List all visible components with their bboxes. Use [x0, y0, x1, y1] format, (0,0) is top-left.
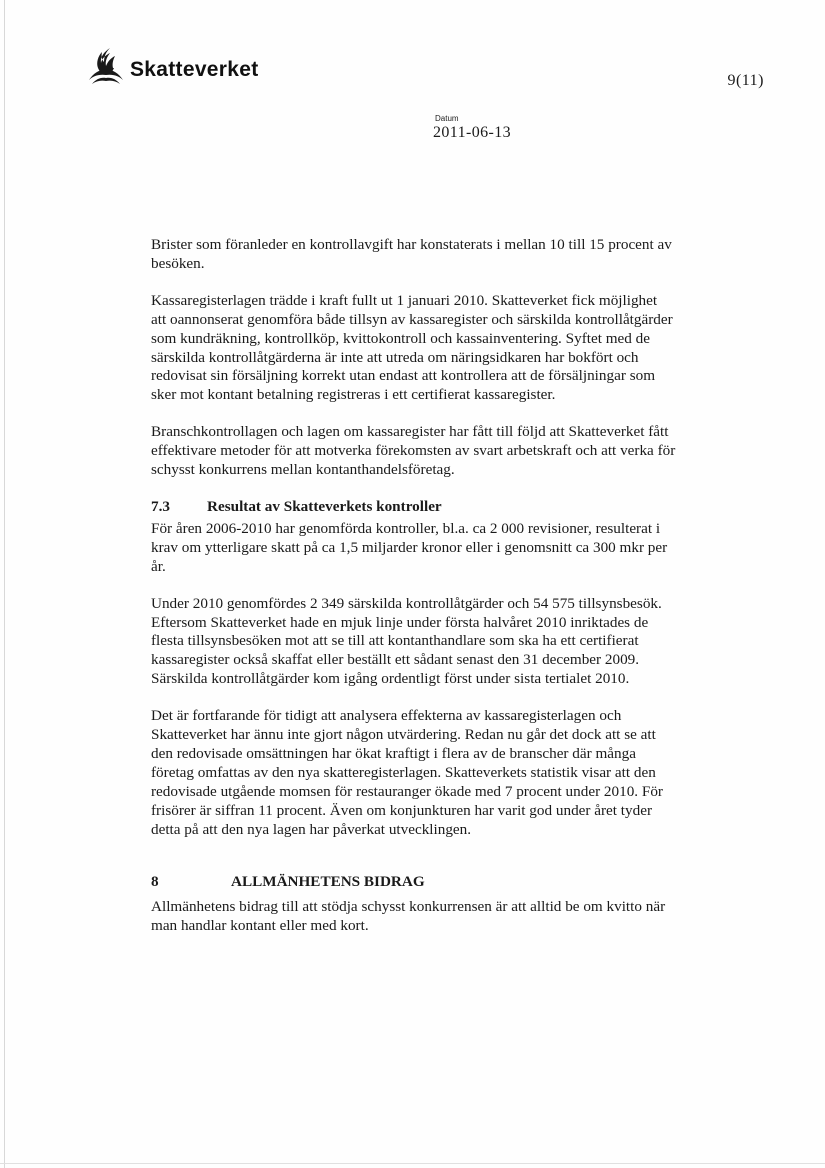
brand-logo	[86, 46, 259, 86]
page-number: 9(11)	[727, 72, 764, 89]
paragraph: Allmänhetens bidrag till att stödja schysst konkurrensen är att alltid be om kvitto när man handlar kontant eller med kort.	[151, 898, 666, 935]
paragraph: För åren 2006-2010 har genomförda kontroller, bl.a. ca 2 000 revisioner, resulterat i krav om ytterligare skatt på ca 1,5 miljarder kronor eller i genomsnitt ca 300 mkr per år.	[151, 519, 668, 575]
date-label: Datum	[435, 114, 459, 123]
section-heading-7-3	[151, 498, 676, 517]
section-heading-8	[151, 873, 676, 892]
section-title: Resultat av Skatteverkets kontroller	[207, 497, 442, 515]
scan-edge-bottom	[0, 1163, 825, 1164]
brand-name: Skatteverket	[130, 58, 259, 81]
skatteverket-crown-logo-icon	[86, 46, 126, 86]
section-title: ALLMÄNHETENS BIDRAG	[231, 873, 425, 891]
paragraph: Branschkontrollagen och lagen om kassaregister har fått till följd att Skatteverket fått effektivare metoder för att motverka förekomsten av svart arbetskraft och att verka för schysst konkurrens mellan kontanthandelsföretag.	[151, 423, 676, 479]
scan-edge-left	[4, 0, 5, 1168]
date-block	[433, 114, 511, 142]
page-header	[86, 46, 806, 90]
section-number: 8	[151, 873, 159, 891]
paragraph: Under 2010 genomfördes 2 349 särskilda kontrollåtgärder och 54 575 tillsynsbesök. Eftersom Skatteverket hade en mjuk linje under första halvåret 2010 inriktades de flesta tillsynsbesöken mot att se till att kontanthandlare som ska ha ett certifierat kassaregister också skaffat eller beställt ett sådant senast den 31 december 2009. Särskilda kontrollåtgärder kom igång ordentligt först under sista tertialet 2010.	[151, 594, 662, 688]
paragraph: Kassaregisterlagen trädde i kraft fullt ut 1 januari 2010. Skatteverket fick möjlighet att oannonserat genomföra både tillsyn av kassaregister och särskilda kontrollåtgärder som kundräkning, kontrollköp, kvittokontroll och kassainventering. Syftet med de särskilda kontrollåtgärderna är inte att utreda om näringsidkaren har bokfört och redovisat sin försäljning korrekt utan endast att kontrollera att de försäljningar som sker mot kontant betalning registreras i ett certifierat kassaregister.	[151, 291, 673, 404]
paragraph: Brister som föranleder en kontrollavgift har konstaterats i mellan 10 till 15 procent av besöken.	[151, 236, 672, 272]
section-number: 7.3	[151, 497, 170, 515]
document-body	[151, 236, 676, 954]
date-value: 2011-06-13	[433, 124, 512, 141]
paragraph: Det är fortfarande för tidigt att analysera effekterna av kassaregisterlagen och Skatteverket har ännu inte gjort någon utvärdering. Redan nu går det dock att se att den redovisade omsättningen har ökat kraftigt i flera av de branscher där många företag omfattas av den nya skatteregisterlagen. Skatteverkets statistik visar att den redovisade utgående momsen för restauranger ökade med 7 procent under 2010. För frisörer är siffran 11 procent. Även om konjunkturen har varit god under året tyder detta på att den nya lagen har påverkat utvecklingen.	[151, 707, 663, 838]
